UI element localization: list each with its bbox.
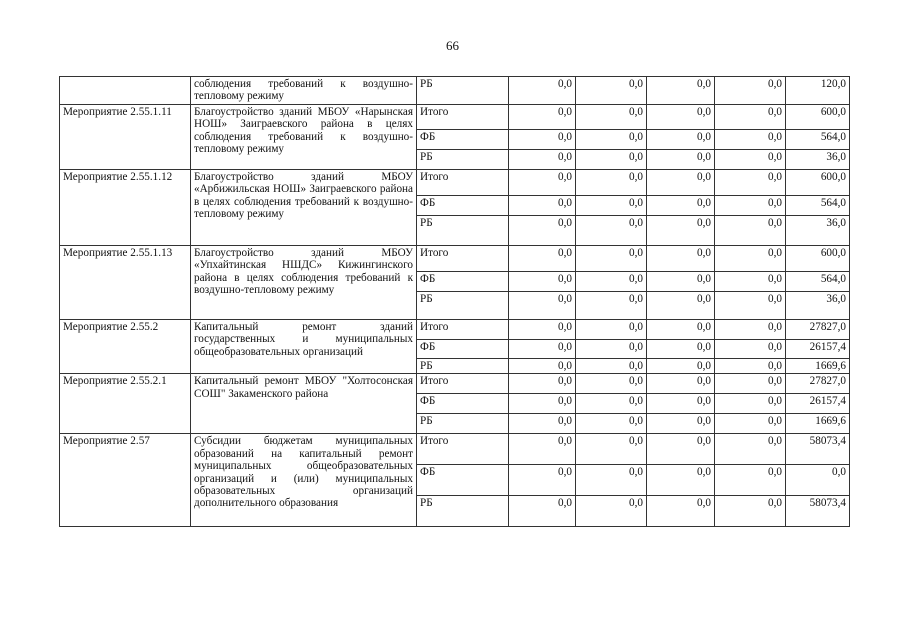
measure-code: Мероприятие 2.55.1.13 [60,246,191,320]
amount-cell: 564,0 [786,130,850,150]
page-number: 66 [446,38,459,53]
amount-cell: 0,0 [576,434,647,465]
funding-source: Итого [417,105,509,130]
measure-description: Капитальный ремонт зданий государственных и муниципальных общеобразовательных организаций [191,320,417,374]
amount-cell: 564,0 [786,272,850,292]
amount-cell: 0,0 [715,465,786,496]
amount-cell: 0,0 [509,170,576,196]
amount-cell: 0,0 [576,170,647,196]
amount-cell: 0,0 [647,320,715,340]
amount-cell: 36,0 [786,292,850,320]
amount-cell: 0,0 [715,170,786,196]
table-row [60,320,850,340]
amount-cell: 0,0 [576,394,647,414]
amount-cell: 0,0 [715,150,786,170]
funding-source: ФБ [417,196,509,216]
amount-cell: 0,0 [715,374,786,394]
amount-cell: 0,0 [715,434,786,465]
amount-cell: 0,0 [647,150,715,170]
amount-cell: 0,0 [576,246,647,272]
amount-cell: 26157,4 [786,340,850,359]
amount-cell: 0,0 [715,216,786,246]
table-body [60,77,850,527]
measure-code: Мероприятие 2.55.1.11 [60,105,191,170]
amount-cell: 0,0 [715,130,786,150]
amount-cell: 0,0 [509,130,576,150]
amount-cell: 564,0 [786,196,850,216]
amount-cell: 0,0 [509,359,576,374]
measure-description: Капитальный ремонт МБОУ "Холтосонская СОШ" Закаменского района [191,374,417,434]
funding-source: ФБ [417,465,509,496]
amount-cell: 0,0 [647,414,715,434]
amount-cell: 58073,4 [786,434,850,465]
amount-cell: 0,0 [509,465,576,496]
funding-source: РБ [417,216,509,246]
amount-cell: 0,0 [715,246,786,272]
table-row [60,434,850,465]
table-row [60,77,850,105]
amount-cell: 1669,6 [786,414,850,434]
amount-cell: 0,0 [647,292,715,320]
amount-cell: 0,0 [509,246,576,272]
amount-cell: 600,0 [786,105,850,130]
amount-cell: 0,0 [715,77,786,105]
amount-cell: 600,0 [786,246,850,272]
amount-cell: 0,0 [509,216,576,246]
funding-source: Итого [417,246,509,272]
amount-cell: 0,0 [647,246,715,272]
amount-cell: 0,0 [509,496,576,527]
funding-source: Итого [417,434,509,465]
amount-cell: 0,0 [509,272,576,292]
amount-cell: 0,0 [576,77,647,105]
amount-cell: 27827,0 [786,320,850,340]
amount-cell: 0,0 [715,105,786,130]
amount-cell: 36,0 [786,216,850,246]
amount-cell: 0,0 [509,320,576,340]
funding-source: РБ [417,77,509,105]
amount-cell: 0,0 [715,394,786,414]
amount-cell: 0,0 [647,340,715,359]
amount-cell: 0,0 [715,292,786,320]
funding-source: ФБ [417,272,509,292]
amount-cell: 0,0 [647,170,715,196]
amount-cell: 0,0 [576,374,647,394]
funding-source: РБ [417,359,509,374]
amount-cell: 0,0 [509,434,576,465]
funding-source: РБ [417,292,509,320]
amount-cell: 1669,6 [786,359,850,374]
amount-cell: 0,0 [509,292,576,320]
funding-source: РБ [417,496,509,527]
funding-source: ФБ [417,130,509,150]
measure-description: Благоустройство зданий МБОУ «Арбижильская НОШ» Заиграевского района в целях соблюдения требований к воздушно-тепловому режиму [191,170,417,246]
amount-cell: 0,0 [647,272,715,292]
amount-cell: 0,0 [509,374,576,394]
amount-cell: 0,0 [647,359,715,374]
amount-cell: 0,0 [786,465,850,496]
amount-cell: 0,0 [576,105,647,130]
amount-cell: 120,0 [786,77,850,105]
amount-cell: 0,0 [509,340,576,359]
amount-cell: 0,0 [715,320,786,340]
amount-cell: 0,0 [647,465,715,496]
amount-cell: 0,0 [715,496,786,527]
table-row [60,170,850,196]
funding-source: ФБ [417,394,509,414]
amount-cell: 0,0 [509,196,576,216]
amount-cell: 0,0 [576,150,647,170]
amount-cell: 0,0 [715,272,786,292]
funding-source: Итого [417,320,509,340]
funding-source: ФБ [417,340,509,359]
amount-cell: 0,0 [647,216,715,246]
amount-cell: 0,0 [509,77,576,105]
table-row [60,105,850,130]
amount-cell: 27827,0 [786,374,850,394]
amount-cell: 0,0 [647,434,715,465]
amount-cell: 36,0 [786,150,850,170]
amount-cell: 0,0 [715,359,786,374]
amount-cell: 0,0 [576,216,647,246]
amount-cell: 0,0 [576,130,647,150]
amount-cell: 0,0 [647,105,715,130]
amount-cell: 0,0 [576,292,647,320]
amount-cell: 0,0 [647,394,715,414]
amount-cell: 0,0 [509,414,576,434]
amount-cell: 0,0 [509,150,576,170]
measure-description: соблюдения требований к воздушно-тепловому режиму [191,77,417,105]
measure-description: Субсидии бюджетам муниципальных образований на капитальный ремонт муниципальных общеобразовательных организаций и (или) муниципальных образовательных организаций дополнительного образования [191,434,417,527]
funding-source: Итого [417,374,509,394]
table-row [60,246,850,272]
funding-source: Итого [417,170,509,196]
amount-cell: 0,0 [576,340,647,359]
amount-cell: 0,0 [715,340,786,359]
measure-code: Мероприятие 2.55.1.12 [60,170,191,246]
measure-description: Благоустройство зданий МБОУ «Упхайтинская НШДС» Кижингинского района в целях соблюдения требований к воздушно-тепловому режиму [191,246,417,320]
measure-code: Мероприятие 2.55.2.1 [60,374,191,434]
funding-source: РБ [417,414,509,434]
measure-code: Мероприятие 2.55.2 [60,320,191,374]
funding-source: РБ [417,150,509,170]
amount-cell: 0,0 [647,496,715,527]
amount-cell: 0,0 [576,359,647,374]
amount-cell: 0,0 [576,465,647,496]
amount-cell: 0,0 [576,496,647,527]
measure-code [60,77,191,105]
amount-cell: 0,0 [576,272,647,292]
amount-cell: 58073,4 [786,496,850,527]
amount-cell: 0,0 [576,196,647,216]
amount-cell: 0,0 [647,77,715,105]
amount-cell: 0,0 [647,130,715,150]
amount-cell: 600,0 [786,170,850,196]
amount-cell: 0,0 [715,196,786,216]
budget-table [59,76,850,527]
amount-cell: 0,0 [576,320,647,340]
amount-cell: 0,0 [509,105,576,130]
amount-cell: 0,0 [715,414,786,434]
amount-cell: 0,0 [509,394,576,414]
measure-code: Мероприятие 2.57 [60,434,191,527]
amount-cell: 0,0 [647,196,715,216]
amount-cell: 26157,4 [786,394,850,414]
amount-cell: 0,0 [576,414,647,434]
measure-description: Благоустройство зданий МБОУ «Нарынская НОШ» Заиграевского района в целях соблюдения требований к воздушно-тепловому режиму [191,105,417,170]
amount-cell: 0,0 [647,374,715,394]
table-row [60,374,850,394]
